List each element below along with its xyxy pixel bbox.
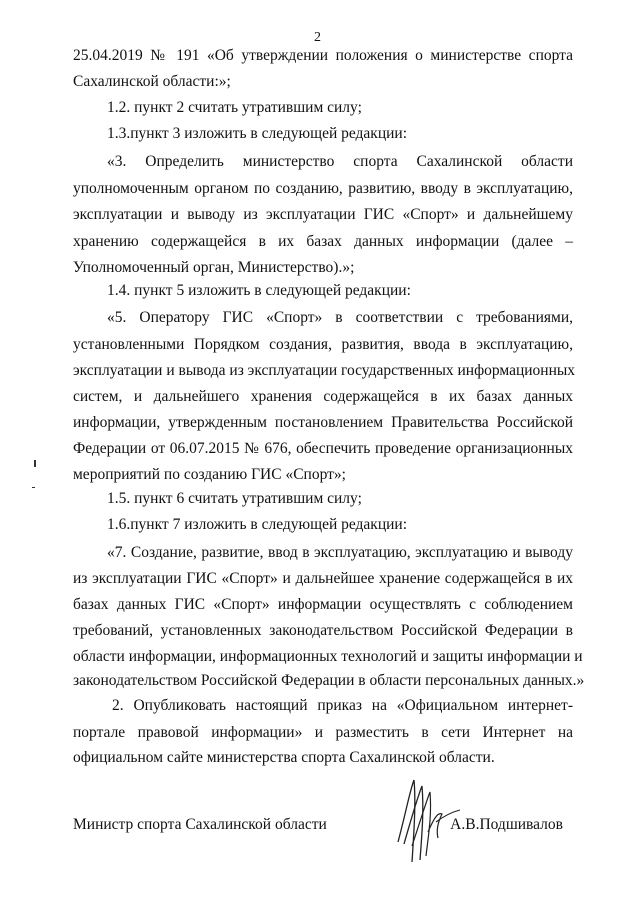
text-line: эксплуатации и вывода из эксплуатации государственных информационных	[73, 362, 576, 379]
text-line: 1.2. пункт 2 считать утратившим силу;	[107, 99, 362, 116]
page-number: 2	[314, 30, 321, 45]
text-line: «3. Определить министерство спорта Сахалинской области	[107, 153, 573, 170]
text-line: из эксплуатации ГИС «Спорт» и дальнейшее хранение содержащейся в их	[73, 570, 573, 587]
text-line: портале правовой информации» и разместить в сети Интернет на	[73, 724, 573, 741]
text-line: области информации, информационных технологий и защиты информации и	[73, 648, 583, 665]
scan-mark	[32, 487, 35, 488]
text-line: хранению содержащейся в их базах данных информации (далее –	[73, 233, 573, 250]
text-line: мероприятий по созданию ГИС «Спорт»;	[73, 466, 346, 483]
text-line: Сахалинской области:»;	[73, 73, 231, 90]
text-line: требований, установленных законодательством Российской Федерации в	[73, 622, 573, 639]
text-line: 1.5. пункт 6 считать утратившим силу;	[107, 490, 362, 507]
text-line: уполномоченным органом по созданию, развитию, вводу в эксплуатацию,	[73, 180, 573, 197]
text-line: 25.04.2019 № 191 «Об утверждении положения о министерстве спорта	[73, 47, 573, 64]
text-line: «5. Оператору ГИС «Спорт» в соответствии с требованиями,	[107, 309, 573, 326]
text-line: систем, и дальнейшего хранения содержащейся в их базах данных	[73, 388, 573, 405]
text-line: эксплуатации и выводу из эксплуатации ГИС «Спорт» и дальнейшему	[73, 206, 573, 223]
signatory-name: А.В.Подшивалов	[450, 816, 563, 833]
text-line: 1.6.пункт 7 изложить в следующей редакции:	[107, 516, 408, 533]
scan-mark	[34, 460, 36, 467]
text-line: 2. Опубликовать настоящий приказ на «Официальном интернет-	[112, 697, 573, 714]
text-line: базах данных ГИС «Спорт» информации осуществлять с соблюдением	[73, 596, 573, 613]
text-line: 1.3.пункт 3 изложить в следующей редакции:	[107, 125, 408, 142]
text-line: Уполномоченный орган, Министерство).»;	[73, 259, 355, 276]
text-line: Федерации от 06.07.2015 № 676, обеспечить проведение организационных	[73, 440, 573, 457]
text-line: информации, утвержденным постановлением Правительства Российской	[73, 414, 573, 431]
text-line: законодательством Российской Федерации в области персональных данных.»	[73, 672, 585, 689]
signatory-position: Министр спорта Сахалинской области	[73, 816, 327, 833]
text-line: «7. Создание, развитие, ввод в эксплуатацию, эксплуатацию и выводу	[107, 544, 573, 561]
text-line: 1.4. пункт 5 изложить в следующей редакции:	[107, 282, 411, 299]
text-line: установленными Порядком создания, развития, ввода в эксплуатацию,	[73, 336, 573, 353]
text-line: официальном сайте министерства спорта Сахалинской области.	[73, 749, 495, 766]
